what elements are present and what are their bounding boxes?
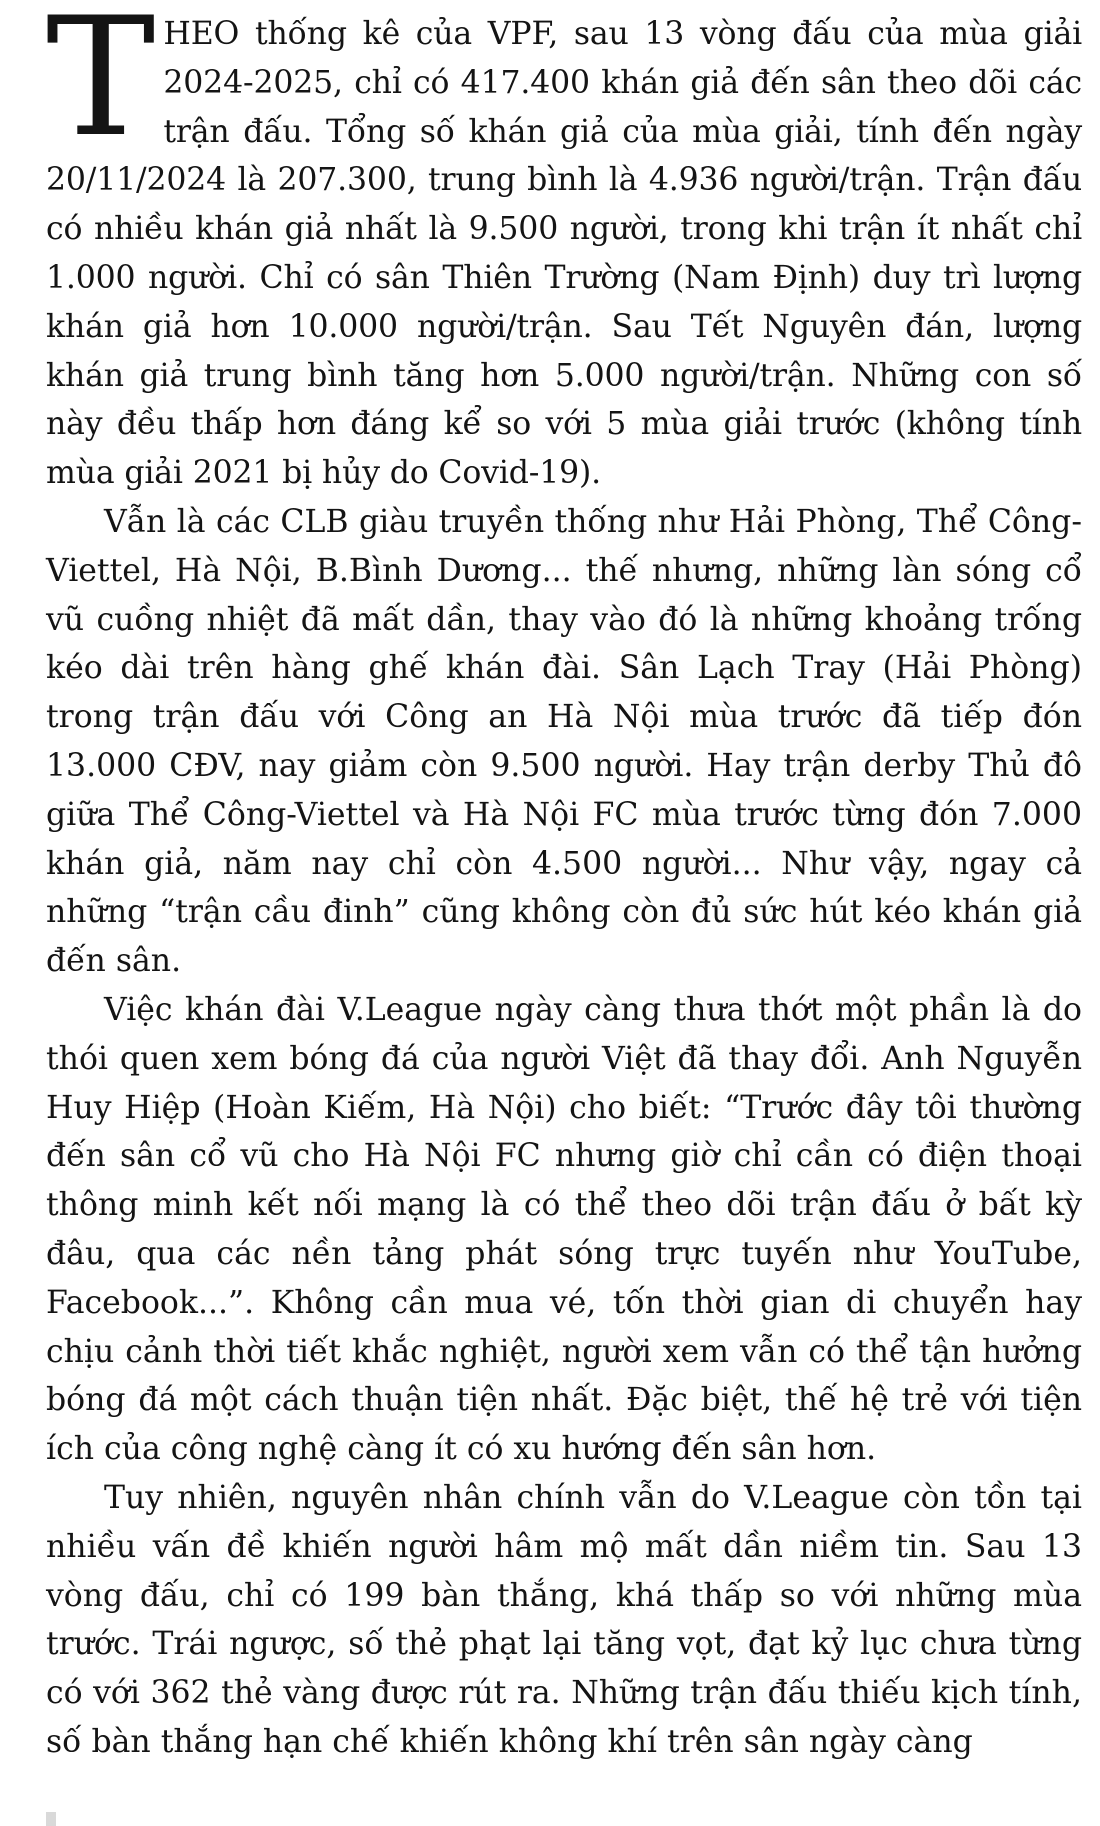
- article-body: [46, 0, 1082, 1767]
- paragraph-3: Việc khán đài V.League ngày càng thưa thớt một phần là do thói quen xem bóng đá của người Việt đã thay đổi. Anh Nguyễn Huy Hiệp (Hoàn Kiếm, Hà Nội) cho biết: “Trước đây tôi thường đến sân cổ vũ cho Hà Nội FC nhưng giờ chỉ cần có điện thoại thông minh kết nối mạng là có thể theo dõi trận đấu ở bất kỳ đâu, qua các nền tảng phát sóng trực tuyến như YouTube, Facebook...”. Không cần mua vé, tốn thời gian di chuyển hay chịu cảnh thời tiết khắc nghiệt, người xem vẫn có thể tận hưởng bóng đá một cách thuận tiện nhất. Đặc biệt, thế hệ trẻ với tiện ích của công nghệ càng ít có xu hướng đến sân hơn.: [46, 991, 1082, 1468]
- paragraph-1: [46, 0, 1082, 498]
- paragraph-1-text: HEO thống kê của VPF, sau 13 vòng đấu của mùa giải 2024-2025, chỉ có 417.400 khán giả đến sân theo dõi các trận đấu. Tổng số khán giả của mùa giải, tính đến ngày 20/11/2024 là 207.300, trung bình là 4.936 người/trận. Trận đấu có nhiều khán giả nhất là 9.500 người, trong khi trận ít nhất chỉ 1.000 người. Chỉ có sân Thiên Trường (Nam Định) duy trì lượng khán giả hơn 10.000 người/trận. Sau Tết Nguyên đán, lượng khán giả trung bình tăng hơn 5.000 người/trận. Những con số này đều thấp hơn đáng kể so với 5 mùa giải trước (không tính mùa giải 2021 bị hủy do Covid-19).: [46, 16, 1082, 492]
- paragraph-2: Vẫn là các CLB giàu truyền thống như Hải Phòng, Thể Công-Viettel, Hà Nội, B.Bình Dương... thế nhưng, những làn sóng cổ vũ cuồng nhiệt đã mất dần, thay vào đó là những khoảng trống kéo dài trên hàng ghế khán đài. Sân Lạch Tray (Hải Phòng) trong trận đấu với Công an Hà Nội mùa trước đã tiếp đón 13.000 CĐV, nay giảm còn 9.500 người. Hay trận derby Thủ đô giữa Thể Công-Viettel và Hà Nội FC mùa trước từng đón 7.000 khán giả, năm nay chỉ còn 4.500 người... Như vậy, ngay cả những “trận cầu đinh” cũng không còn đủ sức hút kéo khán giả đến sân.: [46, 503, 1082, 980]
- drop-cap: T: [46, 0, 156, 173]
- paragraph-4: Tuy nhiên, nguyên nhân chính vẫn do V.League còn tồn tại nhiều vấn đề khiến người hâm mộ mất dần niềm tin. Sau 13 vòng đấu, chỉ có 199 bàn thắng, khá thấp so với những mùa trước. Trái ngược, số thẻ phạt lại tăng vọt, đạt kỷ lục chưa từng có với 362 thẻ vàng được rút ra. Những trận đấu thiếu kịch tính, số bàn thắng hạn chế khiến không khí trên sân ngày càng: [46, 1479, 1082, 1760]
- page-edge-mark: [46, 1812, 56, 1826]
